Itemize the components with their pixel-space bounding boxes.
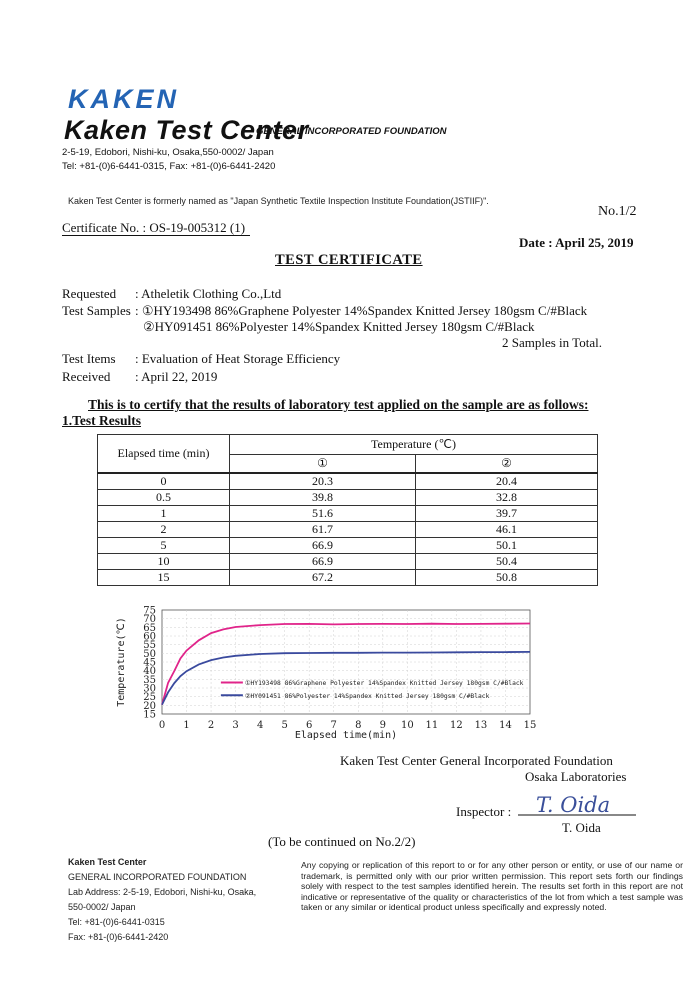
table-row [98, 522, 598, 538]
x-tick-label: 7 [330, 720, 337, 731]
y-tick-label: 45 [143, 657, 156, 669]
legend-entry-1: ①HY193498 86%Graphene Polyester 14%Spandex Knitted Jersey 180gsm C/#Black [244, 679, 524, 687]
requested-label: Requested [62, 286, 117, 301]
table-row [98, 490, 598, 506]
sample-1: : ①HY193498 86%Graphene Polyester 14%Spandex Knitted Jersey 180gsm C/#Black [135, 303, 588, 318]
table-row [98, 570, 598, 586]
y-tick-label: 40 [143, 666, 156, 678]
table-row [98, 554, 598, 570]
sample-1-cell: 61.7 [230, 522, 416, 538]
sample-1-cell: 39.8 [230, 490, 416, 506]
y-tick-label: 15 [143, 709, 156, 721]
footer-fax: Fax: +81-(0)6-6441-2420 [68, 932, 169, 942]
sample-1-header: ① [230, 455, 416, 474]
sample-1-cell: 66.9 [230, 538, 416, 554]
x-tick-label: 2 [207, 720, 215, 731]
table-row [98, 506, 598, 522]
test-items-value: : Evaluation of Heat Storage Efficiency [135, 351, 341, 366]
contact-line: Tel: +81-(0)6-6441-0315, Fax: +81-(0)6-6441-2420 [62, 161, 276, 172]
elapsed-header: Elapsed time (min) [98, 435, 230, 474]
y-tick-label: 35 [143, 674, 156, 686]
x-tick-label: 13 [474, 720, 488, 731]
y-axis-label: Temperature(℃) [116, 617, 127, 707]
y-tick-label: 60 [143, 631, 156, 643]
sample-2-cell: 50.1 [416, 538, 598, 554]
elapsed-cell: 0 [98, 473, 230, 490]
continued-note: (To be continued on No.2/2) [268, 834, 416, 849]
y-tick-label: 20 [143, 700, 156, 712]
x-tick-label: 4 [256, 720, 264, 731]
y-tick-label: 75 [143, 605, 156, 617]
inspector-name: T. Oida [562, 820, 601, 835]
test-items-label: Test Items [62, 351, 116, 366]
requested-value: : Atheletik Clothing Co.,Ltd [135, 286, 282, 301]
table-row [98, 473, 598, 490]
elapsed-cell: 0.5 [98, 490, 230, 506]
x-tick-label: 8 [355, 720, 362, 731]
elapsed-cell: 1 [98, 506, 230, 522]
org-name: Kaken Test Center [64, 115, 309, 145]
foundation-name: Kaken Test Center General Incorporated Foundation [340, 753, 613, 768]
x-tick-label: 9 [379, 720, 386, 731]
test-samples-label: Test Samples [62, 303, 131, 318]
x-axis-label: Elapsed time(min) [294, 730, 398, 741]
y-tick-label: 70 [143, 614, 156, 626]
sample-2-cell: 46.1 [416, 522, 598, 538]
inspector-signature [518, 790, 636, 820]
x-tick-label: 10 [400, 720, 414, 731]
footer-contact [68, 855, 256, 945]
y-tick-label: 25 [143, 692, 156, 704]
received-value: : April 22, 2019 [135, 369, 218, 384]
footer-address: Lab Address: 2-5-19, Edobori, Nishi-ku, Osaka, [68, 887, 257, 897]
results-table [97, 434, 598, 586]
x-tick-label: 11 [425, 720, 439, 731]
sample-1-cell: 66.9 [230, 554, 416, 570]
inspector-label: Inspector : [456, 804, 512, 819]
elapsed-cell: 15 [98, 570, 230, 586]
received-label: Received [62, 369, 111, 384]
legend-entry-2: ②HY091451 86%Polyester 14%Spandex Knitted Jersey 180gsm C/#Black [244, 692, 490, 700]
x-tick-label: 1 [183, 720, 190, 731]
table-row [98, 538, 598, 554]
org-subtitle: GENERAL INCORPORATED FOUNDATION [256, 126, 447, 137]
sample-2-header: ② [416, 455, 598, 474]
signature-mark: T. Oida [536, 793, 611, 817]
page-title: TEST CERTIFICATE [275, 252, 423, 268]
y-tick-label: 65 [143, 622, 156, 634]
footer-tel: Tel: +81-(0)6-6441-0315 [68, 917, 165, 927]
x-tick-label: 3 [232, 720, 239, 731]
elapsed-cell: 5 [98, 538, 230, 554]
address-line: 2-5-19, Edobori, Nishi-ku, Osaka,550-0002/ Japan [62, 147, 274, 158]
section-heading: 1.Test Results [62, 413, 142, 428]
sample-2-cell: 32.8 [416, 490, 598, 506]
sample-2-cell: 50.8 [416, 570, 598, 586]
disclaimer: Any copying or replication of this report to or for any other person or entity, or use of our name or trademark, is permitted only with our prior written permission. This report sets forth our findings solely with respect to the test samples identified herein. The results set forth in this report are not indicative or representative of the quality or characteristics of the lot from which a test sample was taken or any similar or identical product unless specifically and expressly noted. [301, 860, 683, 913]
x-tick-label: 6 [306, 720, 313, 731]
sample-2-cell: 20.4 [416, 473, 598, 490]
sample-1-cell: 51.6 [230, 506, 416, 522]
sample-1-cell: 20.3 [230, 473, 416, 490]
sample-1-cell: 67.2 [230, 570, 416, 586]
certificate-number: Certificate No. : OS-19-005312 (1) [62, 220, 246, 235]
elapsed-cell: 10 [98, 554, 230, 570]
x-tick-label: 15 [523, 720, 537, 731]
samples-total: 2 Samples in Total. [502, 335, 602, 350]
certificate-date: Date : April 25, 2019 [519, 235, 634, 250]
x-tick-label: 0 [158, 720, 166, 731]
y-tick-label: 50 [143, 648, 156, 660]
elapsed-cell: 2 [98, 522, 230, 538]
x-tick-label: 14 [499, 720, 512, 731]
kaken-logo: KAKEN [68, 84, 180, 114]
certificate-number-underline [62, 235, 250, 236]
footer-name: Kaken Test Center [68, 857, 147, 867]
y-tick-label: 55 [143, 640, 156, 652]
temperature-header: Temperature (℃) [230, 435, 598, 455]
lab-name: Osaka Laboratories [525, 769, 627, 784]
footer-address-2: 550-0002/ Japan [68, 902, 136, 912]
y-tick-label: 30 [143, 683, 156, 695]
footer-org: GENERAL INCORPORATED FOUNDATION [68, 872, 247, 882]
certify-statement: This is to certify that the results of laboratory test applied on the sample are as follows: [88, 397, 589, 412]
sample-2-cell: 50.4 [416, 554, 598, 570]
sample-2-cell: 39.7 [416, 506, 598, 522]
temperature-chart [112, 604, 542, 744]
page-number: No.1/2 [598, 204, 637, 219]
sample-2: ②HY091451 86%Polyester 14%Spandex Knitted Jersey 180gsm C/#Black [143, 319, 535, 334]
x-tick-label: 12 [450, 720, 463, 731]
x-tick-label: 5 [281, 720, 288, 731]
former-name-note: Kaken Test Center is formerly named as "Japan Synthetic Textile Inspection Institute Foundation(JSTIIF)". [68, 196, 489, 206]
